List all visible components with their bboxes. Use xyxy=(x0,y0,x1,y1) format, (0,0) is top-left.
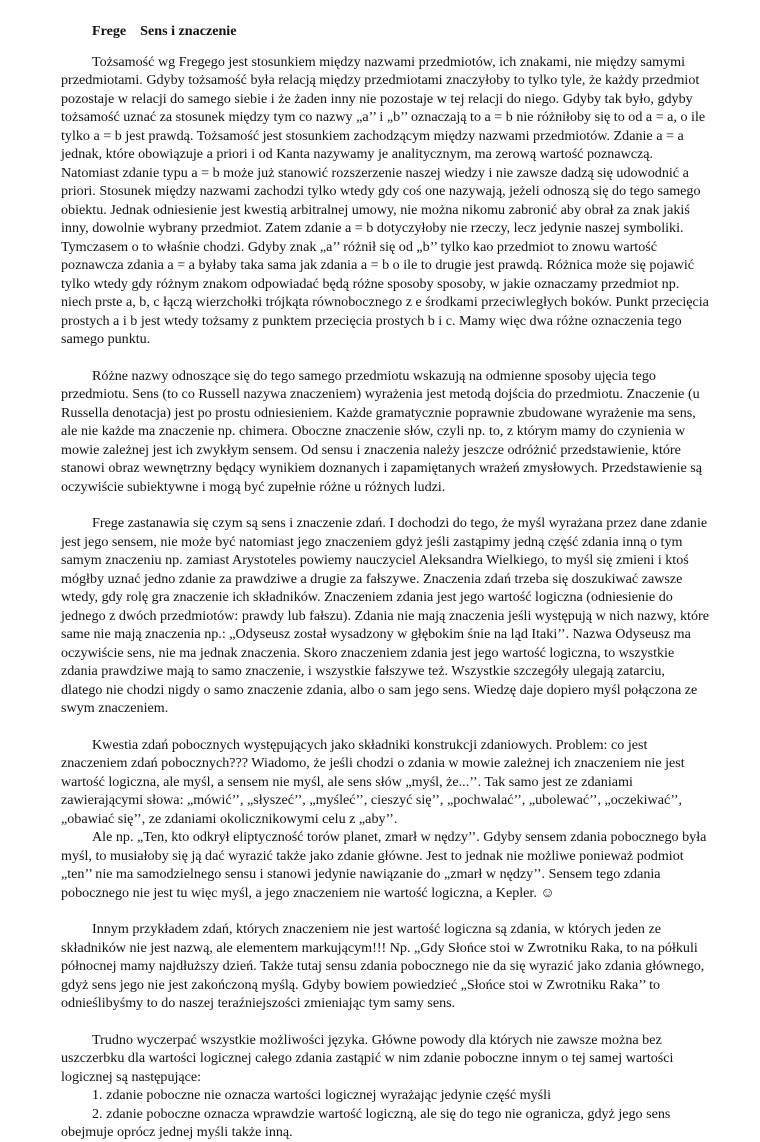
paragraph-subordinate-clauses: Kwestia zdań pobocznych występujących jako składniki konstrukcji zdaniowych. Problem: co jest znaczeniem zdań pobocznych??? Wiadomo, że jeśli chodzi o zdania w mowie zależnej ich znaczeniem nie jest wartość logiczna, ale myśl, a sensem nie myśl, ale sens słów „myśl, że...’’. Tak samo jest ze zdaniami zawierającymi słowa: „mówić’’, „słyszeć’’, „myśleć’’, cieszyć się’’, „pochwalać’’, „ubolewać’’, „oczekiwać’’, „obawiać się’’, ze zdaniami okolicznikowymi celu z „aby’’. xyxy=(61,736,685,827)
page-title xyxy=(92,22,709,41)
reasons-list xyxy=(61,1086,709,1142)
title-author: Frege xyxy=(92,23,127,39)
paragraph-reasons: Trudno wyczerpać wszystkie możliwości języka. Główne powody dla których nie zawsze można bez uszczerbku dla wartości logicznej całego zdania zastąpić w nim zdanie poboczne innym o tej samej wartości logicznej są następujące: xyxy=(61,1031,674,1085)
paragraph-marking-element: Innym przykładem zdań, których znaczeniem nie jest wartość logiczna są zdania, w których jeden ze składników nie jest nazwą, ale elementem markującym!!! Np. „Gdy Słońce stoi w Zwrotniku Raka, to na półkuli północnej mamy najdłuższy dzień. Także tutaj sensu zdania pobocznego nie da się wyrazić jako zdania głównego, gdyż sens jego nie jest zakończoną myślą. Gdyby bowiem powiedzieć „Słońce stoi w Zwrotniku Raka’’ to odnieślibyśmy to do naszej teraźniejszości zmieniając tym samy sens. xyxy=(61,921,705,1011)
list-item: 2. zdanie poboczne oznacza wprawdzie wartość logiczną, ale się do tego nie ogranicza, gdyż jego sens obejmuje oprócz jednej myśli także inną. xyxy=(61,1105,671,1140)
document-page xyxy=(61,22,709,1142)
paragraph-sentence-meaning: Frege zastanawia się czym są sens i znaczenie zdań. I dochodzi do tego, że myśl wyrażana przez dane zdanie jest jego sensem, nie może być natomiast jego znaczeniem gdyż jeśli zastąpimy jedną część zdania inną o tym samym znaczeniu np. zamiast Arystoteles powiemy nauczyciel Aleksandra Wielkiego, to myśl się zmieni i ktoś mógłby uznać jedno zdanie za prawdziwe a drugie za fałszywe. Znaczenia zdań trzeba się doszukiwać zawsze wtedy, gdy rolę gra znaczenie ich składników. Znaczeniem zdania jest jego wartość logiczna (odniesienie do jednego z dwóch przedmiotów: prawdy lub fałszu). Zdania nie mają znaczenia jeśli występują w nich nazwy, które same nie mają znaczenia np.: „Odyseusz został wysadzony w głębokim śnie na ląd Itaki’’. Nazwa Odyseusz ma oczywiście sens, nie ma jednak znaczenia. Skoro znaczeniem zdania jest jego wartość logiczna, to wszystkie zdania prawdziwe mają to samo znaczenie, i wszystkie fałszywe też. Wszystkie szczegóły ulegają zatarciu, dlatego nie chodzi nigdy o samo znaczenie zdania, albo o sam jego sens. Wiedzę daje dopiero myśl połączona ze swym znaczeniem. xyxy=(61,515,709,716)
list-item: 1. zdanie poboczne nie oznacza wartości logicznej wyrażając jedynie część myśli xyxy=(92,1087,551,1103)
title-topic: Sens i znaczenie xyxy=(140,23,237,39)
paragraph-sense-reference: Różne nazwy odnoszące się do tego samego przedmiotu wskazują na odmienne sposoby ujęcia tego przedmiotu. Sens (to co Russell nazywa znaczeniem) wyrażenia jest metodą dojścia do przedmiotu. Znaczenie (u Russella denotacja) jest po prostu odniesieniem. Każde gramatycznie poprawnie zbudowane wyrażenie ma sens, ale nie każde ma znaczenie np. chimera. Oboczne znaczenie słów, czyli np. to, z którym mamy do czynienia w mowie zależnej jest ich zwykłym sensem. Od sensu i znaczenia należy jeszcze odróżnić przedstawienie, które stanowi obraz wewnętrzny będący wynikiem doznanych i zapamiętanych wrażeń zmysłowych. Przedstawienie są oczywiście subiektywne i mogą być zupełnie różne u różnych ludzi. xyxy=(61,367,703,495)
paragraph-identity: Tożsamość wg Fregego jest stosunkiem między nazwami przedmiotów, ich znakami, nie między samymi przedmiotami. Gdyby tożsamość była relacją między przedmiotami znaczyłoby to tylko tyle, że każdy przedmiot pozostaje w relacji do samego siebie i że żaden inny nie pozostaje w tej relacji do niego. Gdyby tak było, gdyby tożsamość uznać za stosunek między tym co nazwy „a’’ i „b’’ oznaczają to a = b nie różniłoby się to od a = a, o ile tylko a = b jest prawdą. Tożsamość jest stosunkiem zachodzącym między nazwami przedmiotów. Zdanie a = a jednak, które obowiązuje a priori i od Kanta nazywamy je analitycznym, ma zerową wartość poznawczą. Natomiast zdanie typu a = b może już stanowić rozszerzenie naszej wiedzy i nie zawsze dadzą się udowodnić a priori. Stosunek między nazwami zachodzi tylko wtedy gdy coś one nazywają, jeżeli odnoszą się do tego samego obiektu. Jednak odniesienie jest kwestią arbitralnej umowy, nie można nikomu zabronić aby obrał za znak jakiś inny, dowolnie wybrany przedmiot. Zatem zdanie a = b dotyczyłoby nie rzeczy, lecz jedynie naszej symboliki. Tymczasem o to właśnie chodzi. Gdyby znak „a’’ różnił się od „b’’ tylko kao przedmiot to znowu wartość poznawcza zdania a = a byłaby taka sama jak zdania a = b o ile to drugie jest prawdą. Różnica może się pojawić tylko wtedy gdy różnym znakom odpowiadać będą różne sposoby sposoby, w jakie oznaczamy przedmiot np. niech prste a, b, c łączą wierzchołki trójkąta równobocznego z e środkami przeciwległych boków. Punkt przecięcia prostych a i b jest wtedy tożsamy z punktem przecięcia prostych b i c. Mamy więc dwa różne oznaczenia tego samego punktu. xyxy=(61,53,709,347)
paragraph-kepler-example: Ale np. „Ten, kto odkrył eliptyczność torów planet, zmarł w nędzy’’. Gdyby sensem zdania pobocznego była myśl, to musiałoby się ją dać wyrazić także jako zdanie główne. Jest to jednak nie możliwe ponieważ podmiot „ten’’ nie ma samodzielnego sensu i stanowi jedynie nawiązanie do „zmarł w nędzy’’. Sensem tego zdania pobocznego nie jest tu więc myśl, a jego znaczeniem nie wartość logiczna, a Kepler. ☺ xyxy=(61,829,707,901)
